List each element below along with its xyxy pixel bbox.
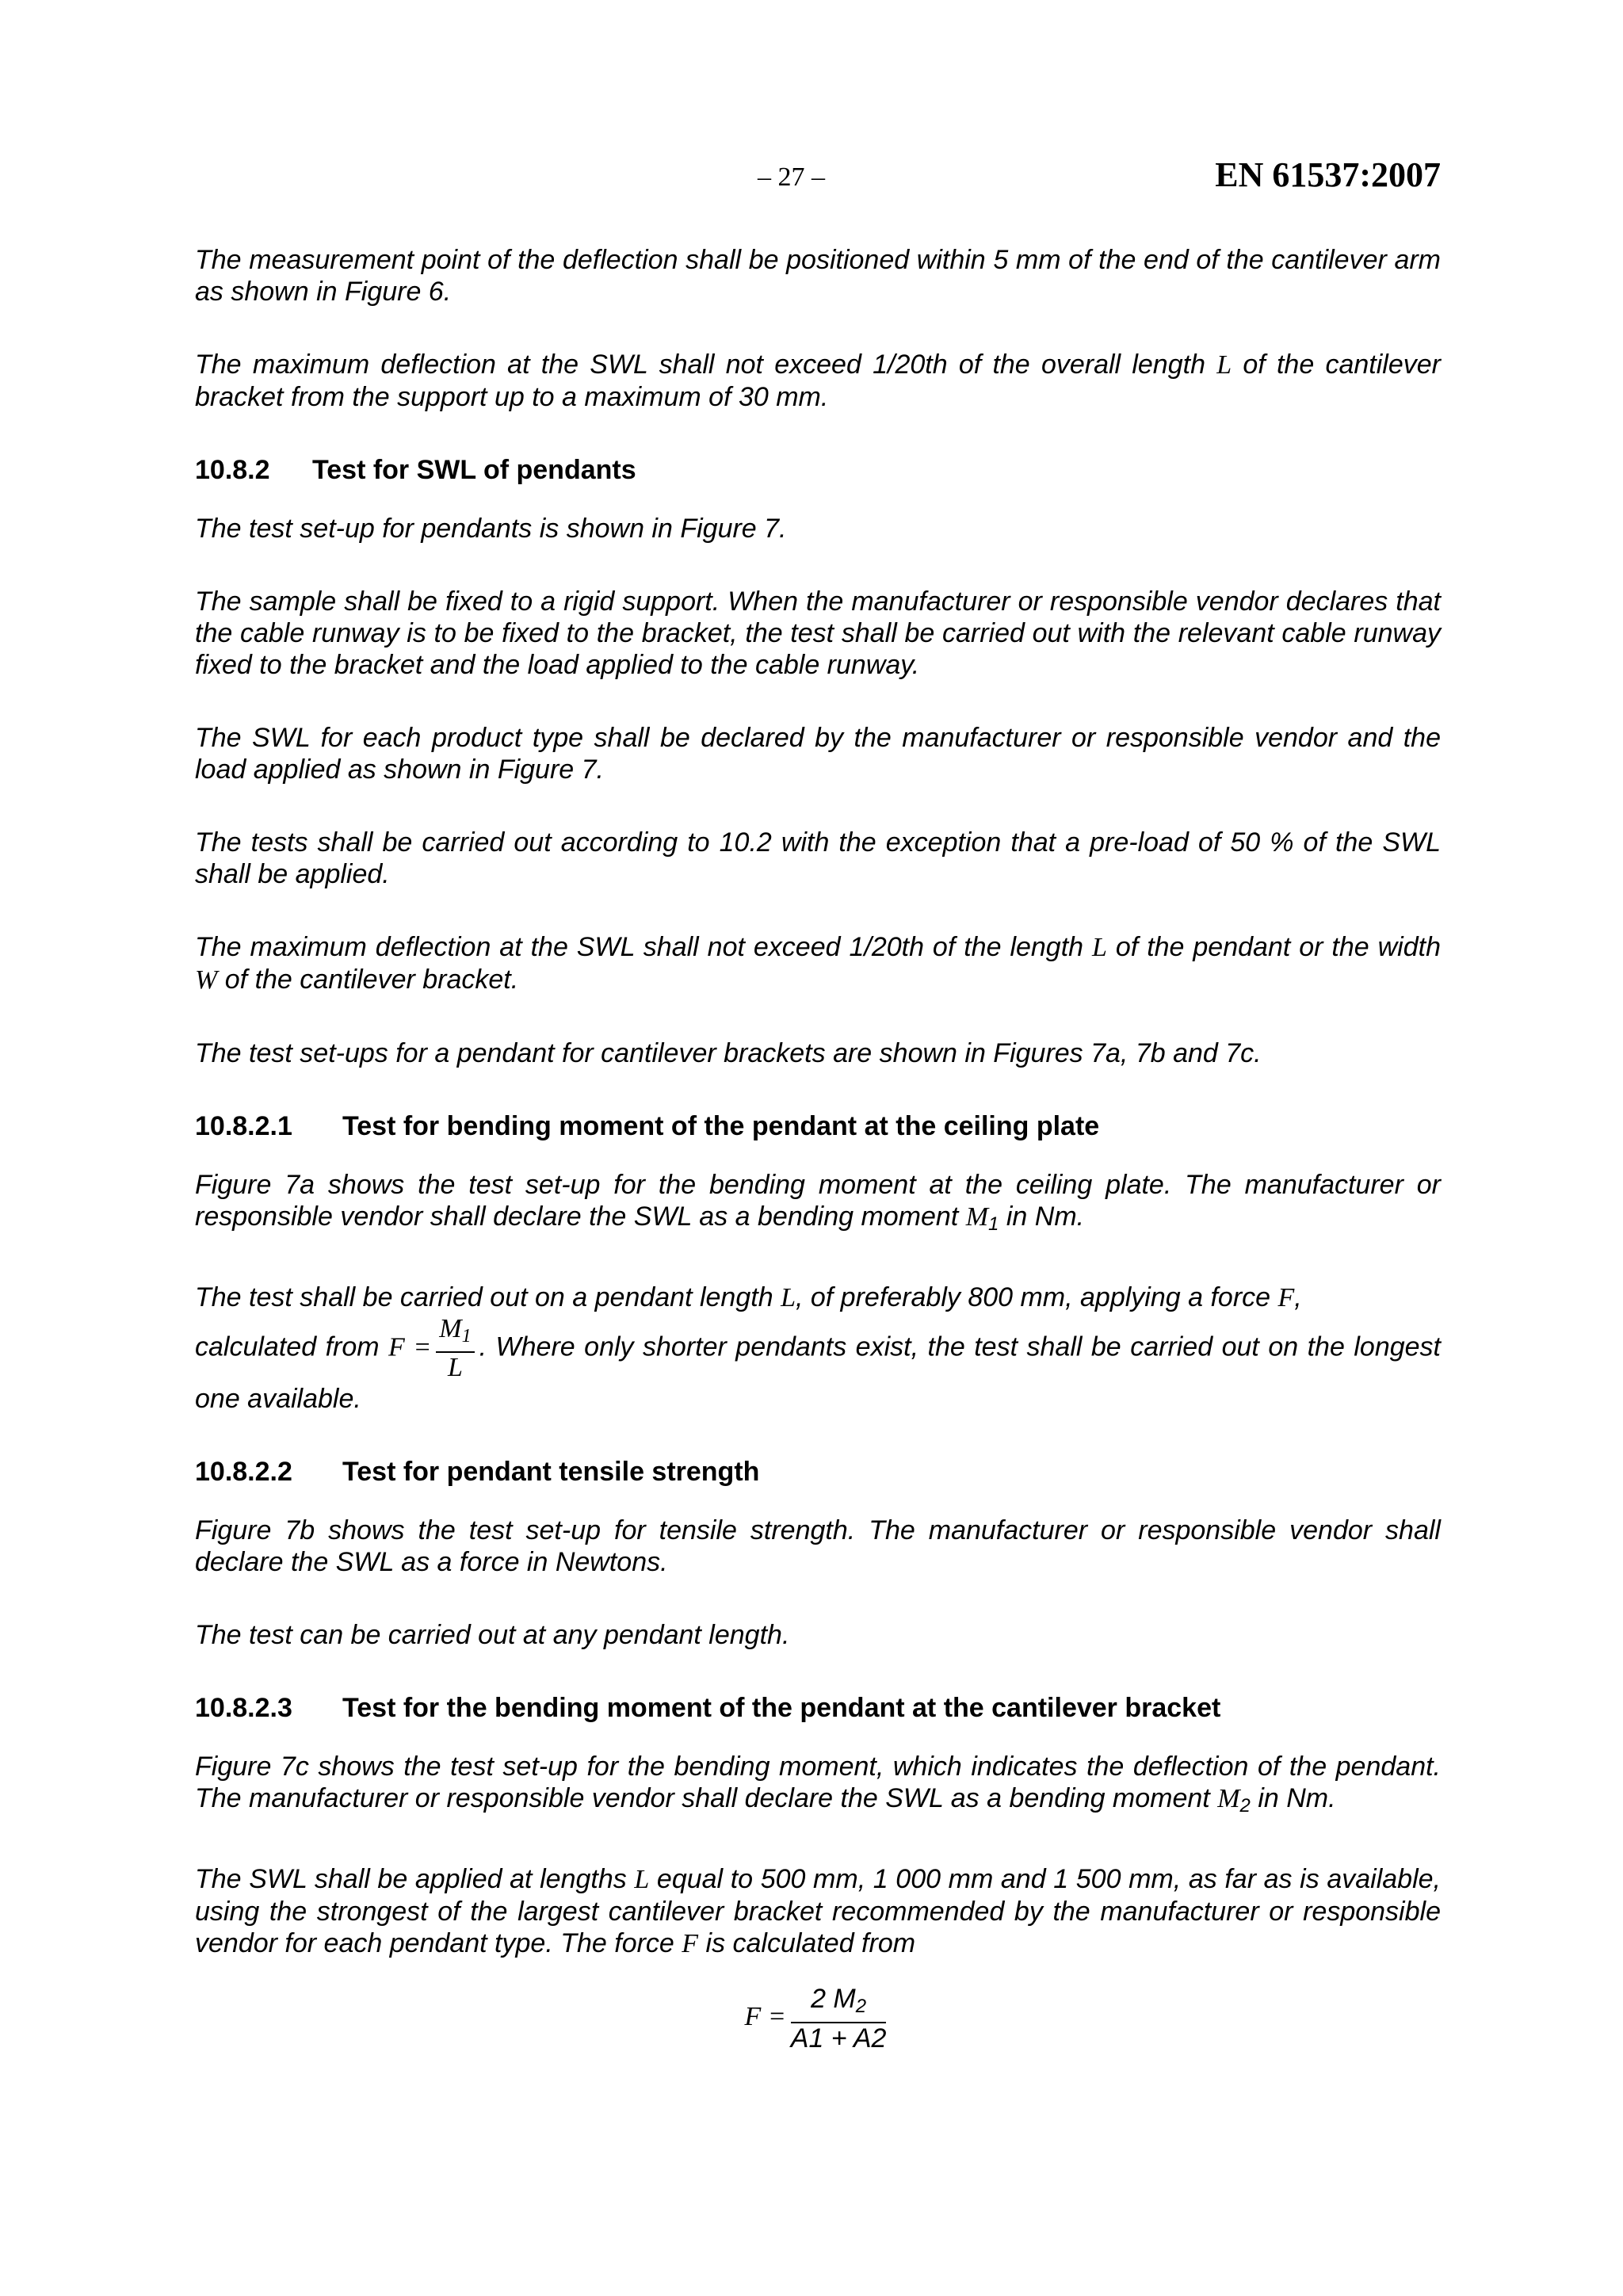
section-heading-10-8-2-2: 10.8.2.2 Test for pendant tensile strength (195, 1457, 760, 1487)
paragraph-figure-7b: Figure 7b shows the test set-up for tensile strength. The manufacturer or responsible vendor shall declare the SWL as a force in Newtons. (195, 1515, 1441, 1577)
page-body (195, 244, 1441, 2053)
paragraph-tests-carried-out: The tests shall be carried out according to 10.2 with the exception that a pre-load of 50 % of the SWL shall be applied. (195, 827, 1441, 889)
equation-fraction: $\frac{2 M_2}{A1 + A2}$ (790, 1984, 887, 2053)
force-equation: F = $\frac{2 M_2}{A1 + A2}$ (744, 1984, 887, 2053)
paragraph-max-deflection-pendant: The maximum deflection at the SWL shall not exceed 1/20th of the length L of the pendant or the width W of the cantilever bracket. (195, 932, 1441, 995)
paragraph-measurement-point: The measurement point of the deflection shall be positioned within 5 mm of the end of the cantilever arm as shown in Figure 6. (195, 245, 1441, 307)
section-heading-10-8-2-1: 10.8.2.1 Test for bending moment of the pendant at the ceiling plate (195, 1111, 1100, 1141)
paragraph-any-pendant-length: The test can be carried out at any pendant length. (195, 1620, 790, 1650)
paragraph-pendant-length-force: The test shall be carried out on a pendant length L, of preferably 800 mm, applying a force F, calculated from F = $\frac{M_1}{L}$ . Where only shorter pendants exist, the test shall be carried out on the longest one available. (195, 1282, 1441, 1414)
paragraph-sample-fixed: The sample shall be fixed to a rigid support. When the manufacturer or responsible vendor declares that the cable runway is to be fixed to the bracket, the test shall be carried out with the relevant cable runway fixed to the bracket and the load applied to the cable runway. (195, 586, 1441, 680)
paragraph-test-setups-figures: The test set-ups for a pendant for cantilever brackets are shown in Figures 7a, 7b and 7c. (195, 1038, 1262, 1068)
standard-number: EN 61537:2007 (1215, 155, 1441, 194)
section-heading-10-8-2: 10.8.2 Test for SWL of pendants (195, 455, 636, 485)
paragraph-figure-7a: Figure 7a shows the test set-up for the bending moment at the ceiling plate. The manufacturer or responsible vendor shall declare the SWL as a bending moment $M_1$ in Nm. (195, 1170, 1441, 1235)
paragraph-max-deflection-cantilever: The maximum deflection at the SWL shall not exceed 1/20th of the overall length L of the cantilever bracket from the support up to a maximum of 30 mm. (195, 350, 1441, 412)
paragraph-swl-lengths: The SWL shall be applied at lengths L equal to 500 mm, 1 000 mm and 1 500 mm, as far as is available, using the strongest of the largest cantilever bracket recommended by the manufacturer or responsible vendor for each pendant type. The force F is calculated from (195, 1864, 1441, 1958)
paragraph-swl-declared: The SWL for each product type shall be declared by the manufacturer or responsible vendor and the load applied as shown in Figure 7. (195, 723, 1441, 785)
paragraph-test-setup-pendants: The test set-up for pendants is shown in Figure 7. (195, 514, 787, 544)
section-heading-10-8-2-3: 10.8.2.3 Test for the bending moment of the pendant at the cantilever bracket (195, 1693, 1221, 1723)
paragraph-figure-7c: Figure 7c shows the test set-up for the bending moment, which indicates the deflection of the pendant. The manufacturer or responsible vendor shall declare the SWL as a bending moment $M_2$ in Nm. (195, 1752, 1441, 1817)
inline-fraction: $\frac{M_1}{L}$ (436, 1314, 474, 1383)
page-number: – 27 – (758, 162, 825, 192)
